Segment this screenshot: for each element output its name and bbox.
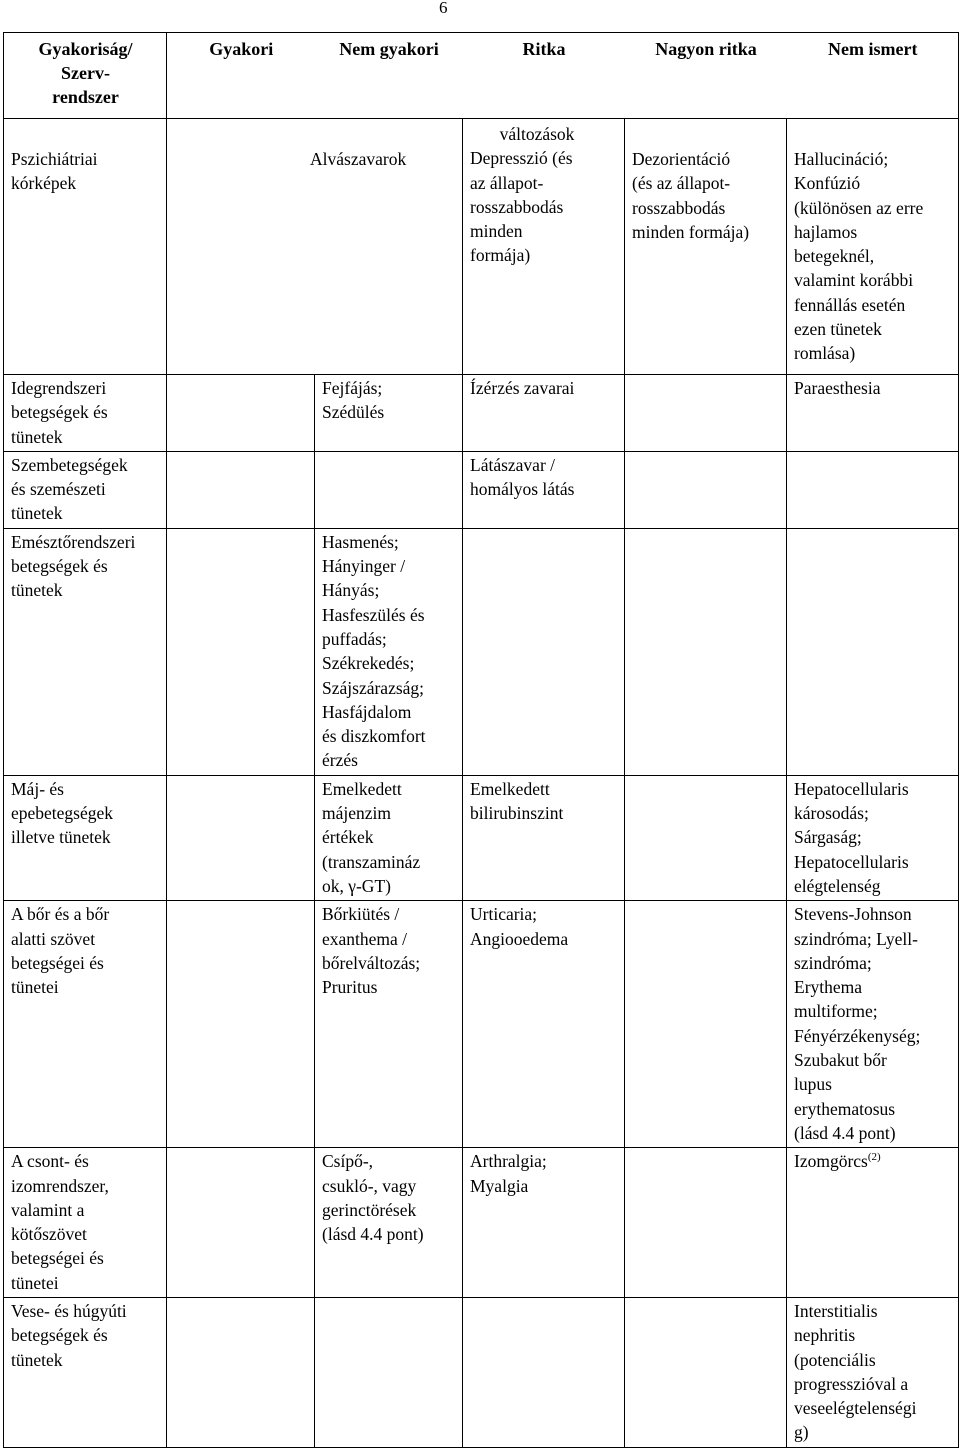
rare-cell	[463, 1297, 625, 1447]
organ-cell: Pszichiátriai kórképek	[4, 119, 167, 375]
header-rare: Ritka	[463, 33, 625, 119]
adverse-reactions-table	[3, 32, 959, 1448]
very-rare-cell	[625, 375, 787, 452]
table-row	[4, 1297, 959, 1447]
rare-cell: Arthralgia; Myalgia	[463, 1148, 625, 1298]
header-organ-system: Gyakoriság/ Szerv- rendszer	[4, 33, 167, 119]
uncommon-cell: Csípő-, csukló-, vagy gerinctörések (lásd 4.4 pont)	[315, 1148, 463, 1298]
footnote-marker: (2)	[867, 1151, 881, 1164]
frequent-cell	[167, 1297, 315, 1447]
uncommon-cell: Hasmenés; Hányinger / Hányás; Hasfeszülés és puffadás; Székrekedés; Szájszárazság; Hasfájdalom és diszkomfort érzés	[315, 528, 463, 775]
table-row	[4, 375, 959, 452]
header-uncommon: Nem gyakori	[315, 33, 463, 119]
frequent-cell	[167, 901, 315, 1148]
uncommon-cell	[315, 1297, 463, 1447]
unknown-cell: Hallucináció; Konfúzió (különösen az erre hajlamos betegeknél, valamint korábbi fennállás esetén ezen tünetek romlása)	[787, 119, 959, 375]
organ-cell: Emésztőrendszeri betegségek és tünetek	[4, 528, 167, 775]
rare-cell	[463, 119, 625, 375]
very-rare-cell: Dezorientáció (és az állapot- rosszabbodás minden formája)	[625, 119, 787, 375]
page-number: 6	[439, 0, 448, 17]
table-row	[4, 901, 959, 1148]
table-row	[4, 451, 959, 528]
table-row	[4, 1148, 959, 1298]
unknown-cell	[787, 451, 959, 528]
unknown-cell: Paraesthesia	[787, 375, 959, 452]
very-rare-cell	[625, 775, 787, 900]
organ-cell: Vese- és húgyúti betegségek és tünetek	[4, 1297, 167, 1447]
frequent-cell	[167, 1148, 315, 1298]
frequent-cell	[167, 451, 315, 528]
uncommon-cell: Emelkedett májenzim értékek (transzamináz ok, γ-GT)	[315, 775, 463, 900]
organ-cell: A bőr és a bőr alatti szövet betegségei és tünetei	[4, 901, 167, 1148]
rare-cell: Látászavar / homályos látás	[463, 451, 625, 528]
header-unknown: Nem ismert	[787, 33, 959, 119]
very-rare-cell	[625, 451, 787, 528]
unknown-cell: Hepatocellularis károsodás; Sárgaság; Hepatocellularis elégtelenség	[787, 775, 959, 900]
unknown-text: Izomgörcs	[794, 1151, 868, 1172]
organ-cell: Szembetegségek és szemészeti tünetek	[4, 451, 167, 528]
carry-over-text: változások	[499, 124, 575, 144]
header-frequent: Gyakori	[167, 33, 315, 119]
very-rare-cell	[625, 901, 787, 1148]
uncommon-cell: Bőrkiütés / exanthema / bőrelváltozás; Pruritus	[315, 901, 463, 1148]
very-rare-cell	[625, 528, 787, 775]
frequent-cell	[167, 375, 315, 452]
unknown-cell: Stevens-Johnson szindróma; Lyell- szindróma; Erythema multiforme; Fényérzékenység; Szubakut bőr lupus erythematosus (lásd 4.4 pont)	[787, 901, 959, 1148]
rare-cell: Ízérzés zavarai	[463, 375, 625, 452]
organ-cell: Idegrendszeri betegségek és tünetek	[4, 375, 167, 452]
uncommon-cell: Fejfájás; Szédülés	[315, 375, 463, 452]
rare-text: Depresszió (és az állapot- rosszabbodás minden formája)	[470, 148, 573, 266]
uncommon-cell	[315, 451, 463, 528]
rare-cell: Urticaria; Angiooedema	[463, 901, 625, 1148]
table-row	[4, 775, 959, 900]
frequent-cell	[167, 528, 315, 775]
table-row	[4, 119, 959, 375]
rare-cell	[463, 528, 625, 775]
table-row	[4, 528, 959, 775]
unknown-cell	[787, 528, 959, 775]
unknown-cell: Interstitialis nephritis (potenciális progresszióval a veseelégtelenségi g)	[787, 1297, 959, 1447]
frequent-cell	[167, 775, 315, 900]
table-header-row	[4, 33, 959, 119]
unknown-cell	[787, 1148, 959, 1298]
rare-cell: Emelkedett bilirubinszint	[463, 775, 625, 900]
header-very-rare: Nagyon ritka	[625, 33, 787, 119]
organ-cell: A csont- és izomrendszer, valamint a kötőszövet betegségei és tünetei	[4, 1148, 167, 1298]
very-rare-cell	[625, 1148, 787, 1298]
uncommon-cell: Alvászavarok	[167, 119, 463, 375]
organ-cell: Máj- és epebetegségek illetve tünetek	[4, 775, 167, 900]
very-rare-cell	[625, 1297, 787, 1447]
